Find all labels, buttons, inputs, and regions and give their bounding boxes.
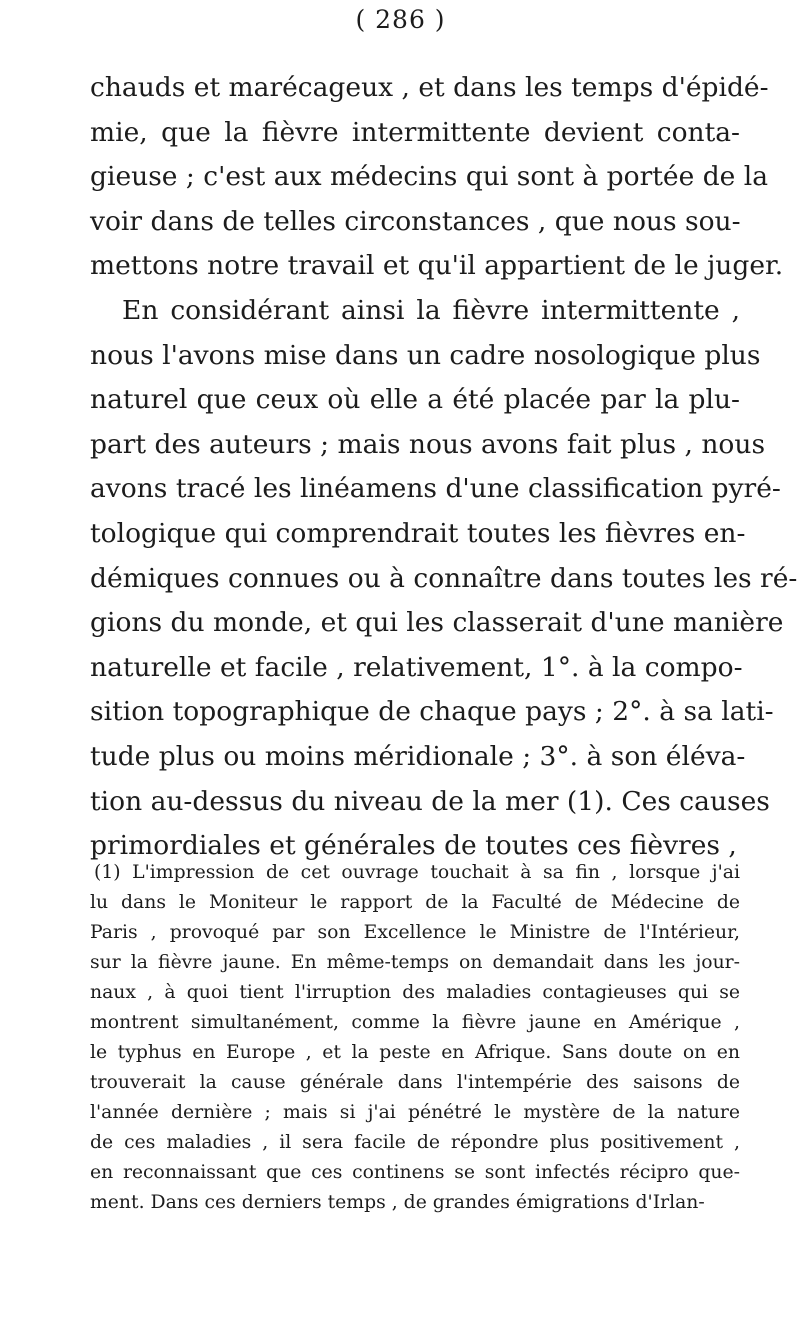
footnote-line: de ces maladies , il sera facile de répondre plus positivement ,: [90, 1132, 740, 1153]
text-line: naturelle et facile , relativement, 1°. à la compo-: [90, 651, 743, 683]
text-line: avons tracé les linéamens d'une classification pyré-: [90, 473, 781, 505]
text-line: sition topographique de chaque pays ; 2°. à sa lati-: [90, 696, 774, 728]
footnote-line: Paris , provoqué par son Excellence le Ministre de l'Intérieur,: [90, 922, 740, 943]
footnote-line: ment. Dans ces derniers temps , de grandes émigrations d'Irlan-: [90, 1192, 705, 1213]
footnote-line: le typhus en Europe , et la peste en Afrique. Sans doute on en: [90, 1042, 740, 1063]
main-text-block: [90, 66, 798, 869]
text-line: nous l'avons mise dans un cadre nosologique plus: [90, 339, 761, 371]
text-line: chauds et marécageux , et dans les temps d'épidé-: [90, 72, 769, 103]
footnote-line: lu dans le Moniteur le rapport de la Faculté de Médecine de: [90, 892, 740, 913]
footnote-block: [90, 858, 740, 1218]
text-line: primordiales et générales de toutes ces fièvres ,: [90, 830, 737, 862]
page-number: ( 286 ): [355, 5, 446, 34]
text-line: part des auteurs ; mais nous avons fait plus , nous: [90, 428, 766, 460]
text-line: En considérant ainsi la fièvre intermittente ,: [122, 294, 740, 326]
footnote-line: l'année dernière ; mais si j'ai pénétré le mystère de la nature: [90, 1102, 740, 1123]
text-line: mie, que la fièvre intermittente devient conta-: [90, 116, 740, 148]
text-line: voir dans de telles circonstances , que nous sou-: [90, 205, 741, 237]
text-line: tude plus ou moins méridionale ; 3°. à son éléva-: [90, 740, 746, 772]
text-line: naturel que ceux où elle a été placée par la plu-: [90, 384, 740, 416]
footnote-line: trouverait la cause générale dans l'intempérie des saisons de: [90, 1072, 740, 1093]
footnote-line: sur la fièvre jaune. En même-temps on demandait dans les jour-: [90, 952, 740, 973]
footnote-line: montrent simultanément, comme la fièvre jaune en Amérique ,: [90, 1012, 740, 1033]
text-line: tologique qui comprendrait toutes les fièvres en-: [90, 517, 746, 549]
text-line: gions du monde, et qui les classerait d'une manière: [90, 607, 784, 639]
text-line: démiques connues ou à connaître dans toutes les ré-: [90, 562, 798, 594]
footnote-line: naux , à quoi tient l'irruption des maladies contagieuses qui se: [90, 982, 740, 1003]
text-line: gieuse ; c'est aux médecins qui sont à portée de la: [90, 161, 769, 193]
footnote-line: en reconnaissant que ces continens se sont infectés récipro que-: [90, 1162, 740, 1183]
text-line: mettons notre travail et qu'il appartient de le juger.: [90, 250, 784, 282]
text-line: tion au-dessus du niveau de la mer (1). Ces causes: [90, 785, 770, 817]
footnote-line: (1) L'impression de cet ouvrage touchait à sa fin , lorsque j'ai: [94, 862, 740, 883]
